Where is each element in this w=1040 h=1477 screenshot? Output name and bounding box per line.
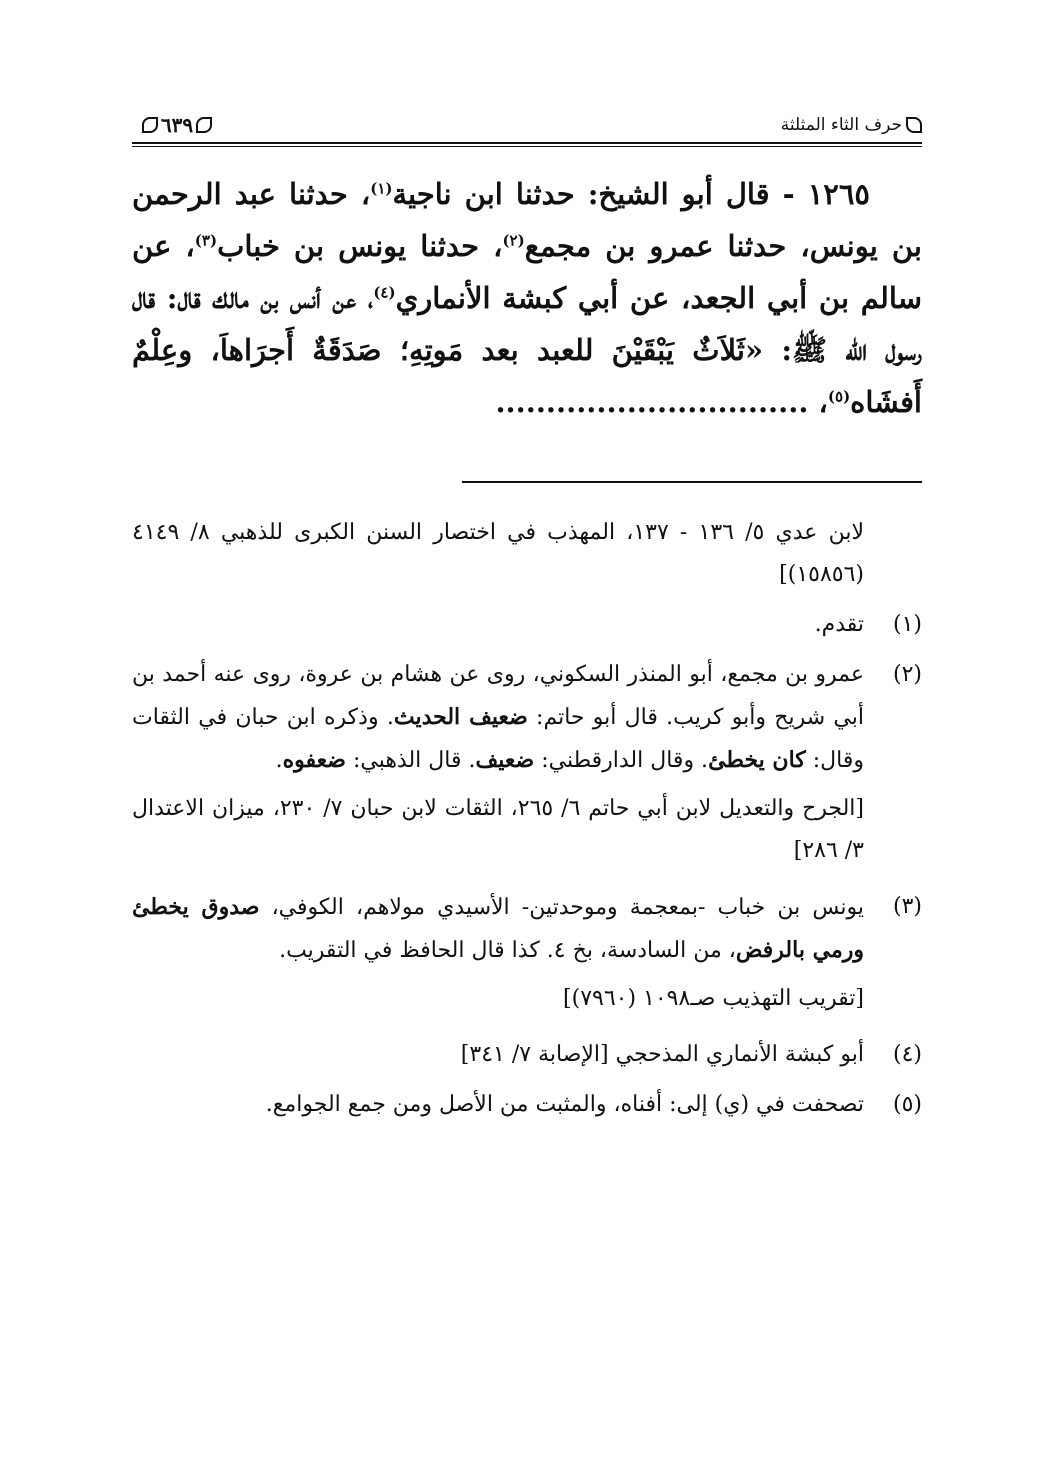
- page-number: ٦٣٩: [132, 108, 222, 142]
- text-segment: . وذكره ابن حبان في الثقات وقال:: [132, 705, 864, 773]
- main-text: [132, 168, 922, 428]
- text-segment: ، حدثنا يونس بن خباب: [217, 229, 503, 263]
- text-segment: يونس بن خباب -بمعجمة وموحدتين- الأسيدي مولاهم، الكوفي،: [259, 895, 864, 920]
- footnote-reference: [الجرح والتعديل لابن أبي حاتم ٦/ ٢٦٥، الثقات لابن حبان ٧/ ٢٣٠، ميزان الاعتدال ٣/ ٢٨٦]: [132, 796, 865, 863]
- footnote-ref-1[interactable]: (١): [370, 179, 393, 198]
- footnotes: [132, 512, 922, 1134]
- text-segment: . وقال الدارقطني:: [534, 748, 709, 773]
- footnote-separator: [462, 481, 922, 483]
- footnote-text: أبو كبشة الأنماري المذحجي [الإصابة ٧/ ٣٤١]: [460, 1042, 864, 1067]
- footnote-continuation: لابن عدي ٥/ ١٣٦ - ١٣٧، المهذب في اختصار السنن الكبرى للذهبي ٨/ ٤١٤٩ (١٥٨٥٦)]: [132, 520, 864, 587]
- footnote-body: [132, 654, 864, 878]
- bold-term: كان يخطئ: [708, 747, 806, 773]
- text-segment: ، عن أنس بن مالك قال: قال رسول الله ﷺ:: [132, 281, 922, 367]
- footnote-1: [132, 604, 922, 646]
- header-rule-thin: [132, 146, 922, 147]
- text-segment: ، حدثنا عبد الرحمن بن يونس، حدثنا عمرو بن مجمع: [132, 177, 922, 263]
- footnote-ref-4[interactable]: (٤): [373, 283, 396, 302]
- text-segment: ، من السادسة، بخ ٤. كذا قال الحافظ في التقريب.: [279, 938, 736, 963]
- footnote-text: [132, 654, 864, 782]
- text-segment: ، عن سالم بن أبي الجعد، عن أبي كبشة الأنماري: [132, 229, 923, 315]
- hadith-text: «ثَلاَثٌ يَبْقَيْنَ للعبد بعد مَوتِهِ؛ صَدَقَةٌ أَجرَاهاَ، وعِلْمٌ أَفشَاه: [132, 333, 922, 419]
- bold-term: ضعيف الحديث: [393, 704, 528, 730]
- page-header: [132, 108, 922, 144]
- text-segment: عمرو بن مجمع، أبو المنذر السكوني، روى عن هشام بن عروة، روى عنه أحمد بن أبي شريح وأبو كريب. قال أبو حاتم:: [132, 662, 864, 730]
- footnote-number: (٥): [892, 1092, 922, 1117]
- continuation-dots: ...............................: [495, 385, 809, 419]
- text-segment: .: [275, 748, 283, 773]
- header-rule: [132, 142, 922, 144]
- footnote-5: [132, 1084, 922, 1126]
- footnote-number: (٢): [892, 662, 922, 687]
- footnote-2: [132, 654, 922, 878]
- bold-term: ضعفوه: [282, 747, 346, 773]
- footnote-4: [132, 1034, 922, 1076]
- footnote-reference: [تقريب التهذيب صـ١٠٩٨ (٧٩٦٠)]: [563, 986, 864, 1011]
- footnote-text: [132, 886, 864, 972]
- footnote-number: (٤): [892, 1042, 922, 1067]
- footnote-3: [132, 886, 922, 1026]
- footnote-body: [132, 886, 864, 1026]
- footnote-text: تقدم.: [814, 612, 864, 637]
- bold-term: صدوق يخطئ ورمي بالرفض: [132, 894, 864, 963]
- footnote-ref-3[interactable]: (٣): [194, 231, 218, 250]
- running-title: حرف الثاء المثلثة: [781, 108, 922, 142]
- footnote-text: تصحفت في (ي) إلى: أفناه، والمثبت من الأصل ومن جمع الجوامع.: [265, 1092, 864, 1117]
- footnote-ref-5[interactable]: (٥): [827, 387, 851, 406]
- footnote-number: (٣): [892, 894, 922, 919]
- text-segment: ١٢٦٥ - قال أبو الشيخ: حدثنا ابن ناجية: [392, 177, 870, 211]
- footnote-ref-2[interactable]: (٢): [502, 231, 525, 250]
- footnote-number: (١): [892, 612, 922, 637]
- text-segment: . قال الذهبي:: [345, 748, 476, 773]
- text-segment: ،: [808, 385, 828, 419]
- hadith-paragraph: [132, 168, 922, 428]
- bold-term: ضعيف: [475, 747, 535, 773]
